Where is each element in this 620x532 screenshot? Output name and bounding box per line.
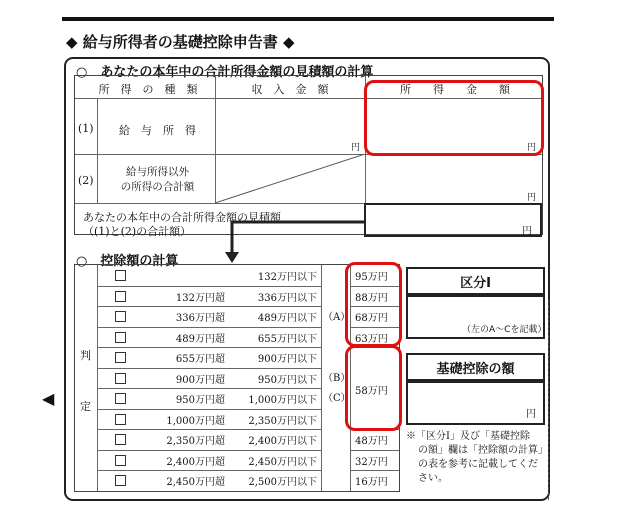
row-to: 655万円以下 bbox=[257, 333, 317, 345]
arrow-down-icon bbox=[222, 218, 372, 264]
row-to: 2,400万円以下 bbox=[248, 436, 317, 447]
row-to: 2,500万円以下 bbox=[248, 477, 317, 488]
section2-heading: ○ 控除額の計算 bbox=[76, 254, 179, 269]
total-label-line1: あなたの本年中の合計所得金額の見積額 bbox=[83, 211, 281, 224]
row1-label: 給 与 所 得 bbox=[119, 124, 196, 137]
section1-heading: ○ あなたの本年中の合計所得金額の見積額の計算 bbox=[76, 65, 374, 80]
row2-label-line2: の所得の合計額 bbox=[120, 181, 195, 193]
row-from: 2,350万円超 bbox=[166, 436, 225, 447]
row-deduction: 95万円 bbox=[355, 272, 388, 283]
row-from: 950万円超 bbox=[175, 395, 225, 406]
row-to: 2,450万円以下 bbox=[248, 456, 317, 468]
row-deduction: 88万円 bbox=[355, 292, 388, 304]
note-line4: さい。 bbox=[418, 473, 448, 484]
row-to: 336万円以下 bbox=[257, 292, 317, 304]
row-checkbox[interactable] bbox=[115, 455, 126, 466]
note-line3: の表を参考に記載してくだ bbox=[418, 459, 538, 470]
row1-number: (1) bbox=[78, 122, 94, 135]
left-arrow-icon: ◀ bbox=[42, 389, 55, 408]
row-from: 655万円超 bbox=[175, 354, 225, 365]
row-to: 132万円以下 bbox=[257, 272, 317, 283]
deduction-highlight-mid bbox=[345, 345, 402, 431]
row-from: 2,450万円超 bbox=[166, 477, 225, 488]
top-rule bbox=[62, 17, 554, 21]
deduction-field[interactable] bbox=[406, 381, 545, 425]
row-to: 900万円以下 bbox=[257, 354, 317, 365]
row-from: 2,400万円超 bbox=[166, 456, 225, 468]
side-label-tei: 定 bbox=[80, 400, 91, 413]
header-income-amount: 所 得 金 額 bbox=[400, 83, 510, 96]
row-deduction: 16万円 bbox=[355, 477, 388, 488]
row-from: 336万円超 bbox=[175, 313, 225, 324]
row-to: 2,350万円以下 bbox=[248, 415, 317, 427]
deduction-highlight-top bbox=[345, 262, 402, 347]
row-checkbox[interactable] bbox=[115, 393, 126, 404]
label-b: （B） bbox=[323, 373, 351, 384]
deduction-title: 基礎控除の額 bbox=[436, 362, 515, 377]
note-line2: の額」欄は「控除額の計算」 bbox=[418, 445, 548, 456]
row-deduction: 63万円 bbox=[355, 333, 388, 345]
kubun-note: （左のA～Cを記載） bbox=[462, 325, 547, 335]
row-checkbox[interactable] bbox=[115, 434, 126, 445]
row-deduction: 48万円 bbox=[355, 436, 388, 447]
label-a: （A） bbox=[323, 312, 351, 323]
row-to: 489万円以下 bbox=[257, 313, 317, 324]
deduction-yen: 円 bbox=[526, 409, 536, 420]
header-revenue: 収 入 金 額 bbox=[251, 83, 329, 96]
row-from: 132万円超 bbox=[175, 292, 225, 304]
row1-income-yen: 円 bbox=[527, 143, 537, 153]
kubun-title: 区分Ⅰ bbox=[460, 276, 491, 291]
merged-deduction: 58万円 bbox=[355, 386, 388, 397]
row-from: 489万円超 bbox=[175, 333, 225, 345]
row-checkbox[interactable] bbox=[115, 270, 126, 281]
total-yen: 円 bbox=[522, 226, 532, 237]
label-c: （C） bbox=[323, 393, 351, 404]
row2-label-line1: 給与所得以外 bbox=[126, 166, 189, 178]
row2-revenue-slash bbox=[215, 154, 365, 203]
row-checkbox[interactable] bbox=[115, 414, 126, 425]
header-income-type: 所 得 の 種 類 bbox=[98, 83, 198, 96]
row2-number: (2) bbox=[78, 174, 94, 187]
row-deduction: 68万円 bbox=[355, 313, 388, 324]
row-to: 950万円以下 bbox=[257, 374, 317, 386]
side-label-han: 判 bbox=[80, 349, 91, 362]
cut-line bbox=[548, 300, 549, 500]
income-highlight bbox=[364, 80, 544, 156]
row1-revenue-yen: 円 bbox=[351, 143, 361, 153]
row-checkbox[interactable] bbox=[115, 332, 126, 343]
row-checkbox[interactable] bbox=[115, 352, 126, 363]
row-to: 1,000万円以下 bbox=[248, 395, 317, 406]
row2-income-yen: 円 bbox=[527, 193, 537, 203]
total-income-field[interactable] bbox=[364, 203, 542, 237]
row-checkbox[interactable] bbox=[115, 475, 126, 486]
row-from: 900万円超 bbox=[175, 374, 225, 386]
row-checkbox[interactable] bbox=[115, 373, 126, 384]
note-line1: ※「区分Ⅰ」及び「基礎控除 bbox=[406, 431, 530, 442]
row-from: 1,000万円超 bbox=[166, 415, 225, 427]
row-deduction: 32万円 bbox=[355, 456, 388, 468]
total-label-line2: （(1)と(2)の合計額） bbox=[83, 225, 192, 238]
form-title: ◆ 給与所得者の基礎控除申告書 ◆ bbox=[66, 33, 295, 51]
row-checkbox[interactable] bbox=[115, 291, 126, 302]
row-checkbox[interactable] bbox=[115, 311, 126, 322]
